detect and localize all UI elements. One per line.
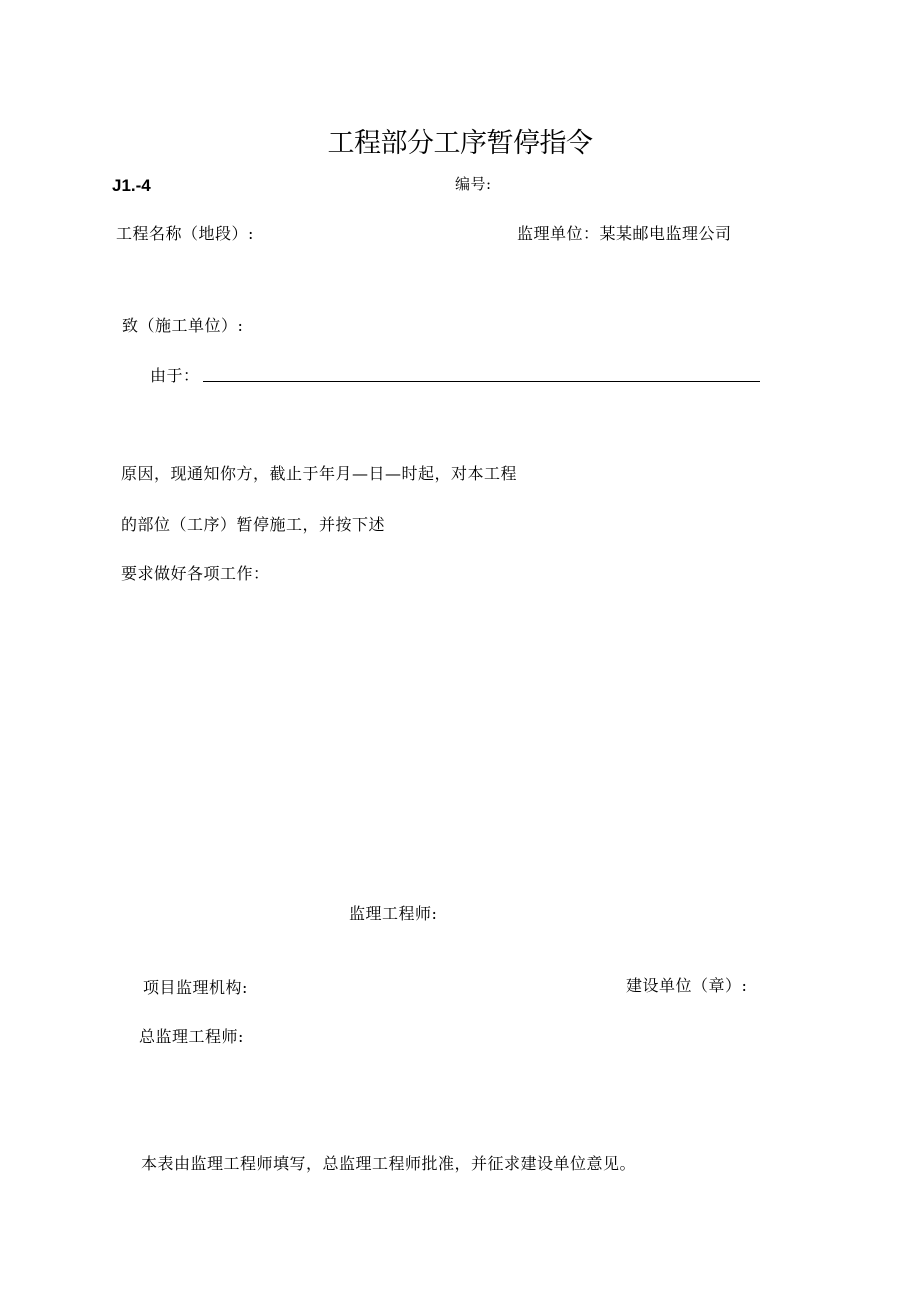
serial-number-label: 编号: [455, 175, 492, 193]
reason-underline [203, 381, 760, 382]
notice-body-line-3: 要求做好各项工作： [121, 564, 270, 583]
supervising-engineer-label: 监理工程师: [349, 904, 438, 923]
project-name-label: 工程名称（地段）: [116, 224, 254, 243]
supervisor-unit-label: 监理单位：某某邮电监理公司 [517, 224, 732, 243]
chief-engineer-label: 总监理工程师: [139, 1027, 244, 1046]
project-supervision-org-label: 项目监理机构: [143, 978, 248, 997]
notice-body-line-2: 的部位（工序）暂停施工，并按下述 [121, 515, 386, 534]
footnote: 本表由监理工程师填写，总监理工程师批准，并征求建设单位意见。 [141, 1154, 637, 1173]
recipient-label: 致（施工单位）: [122, 316, 244, 335]
construction-unit-label: 建设单位（章）: [626, 976, 748, 995]
form-code: J1.-4 [112, 176, 151, 195]
notice-body-line-1: 原因，现通知你方，截止于年月—日—时起，对本工程 [121, 464, 518, 483]
reason-label: 由于： [150, 366, 200, 385]
document-title: 工程部分工序暂停指令 [327, 128, 593, 159]
